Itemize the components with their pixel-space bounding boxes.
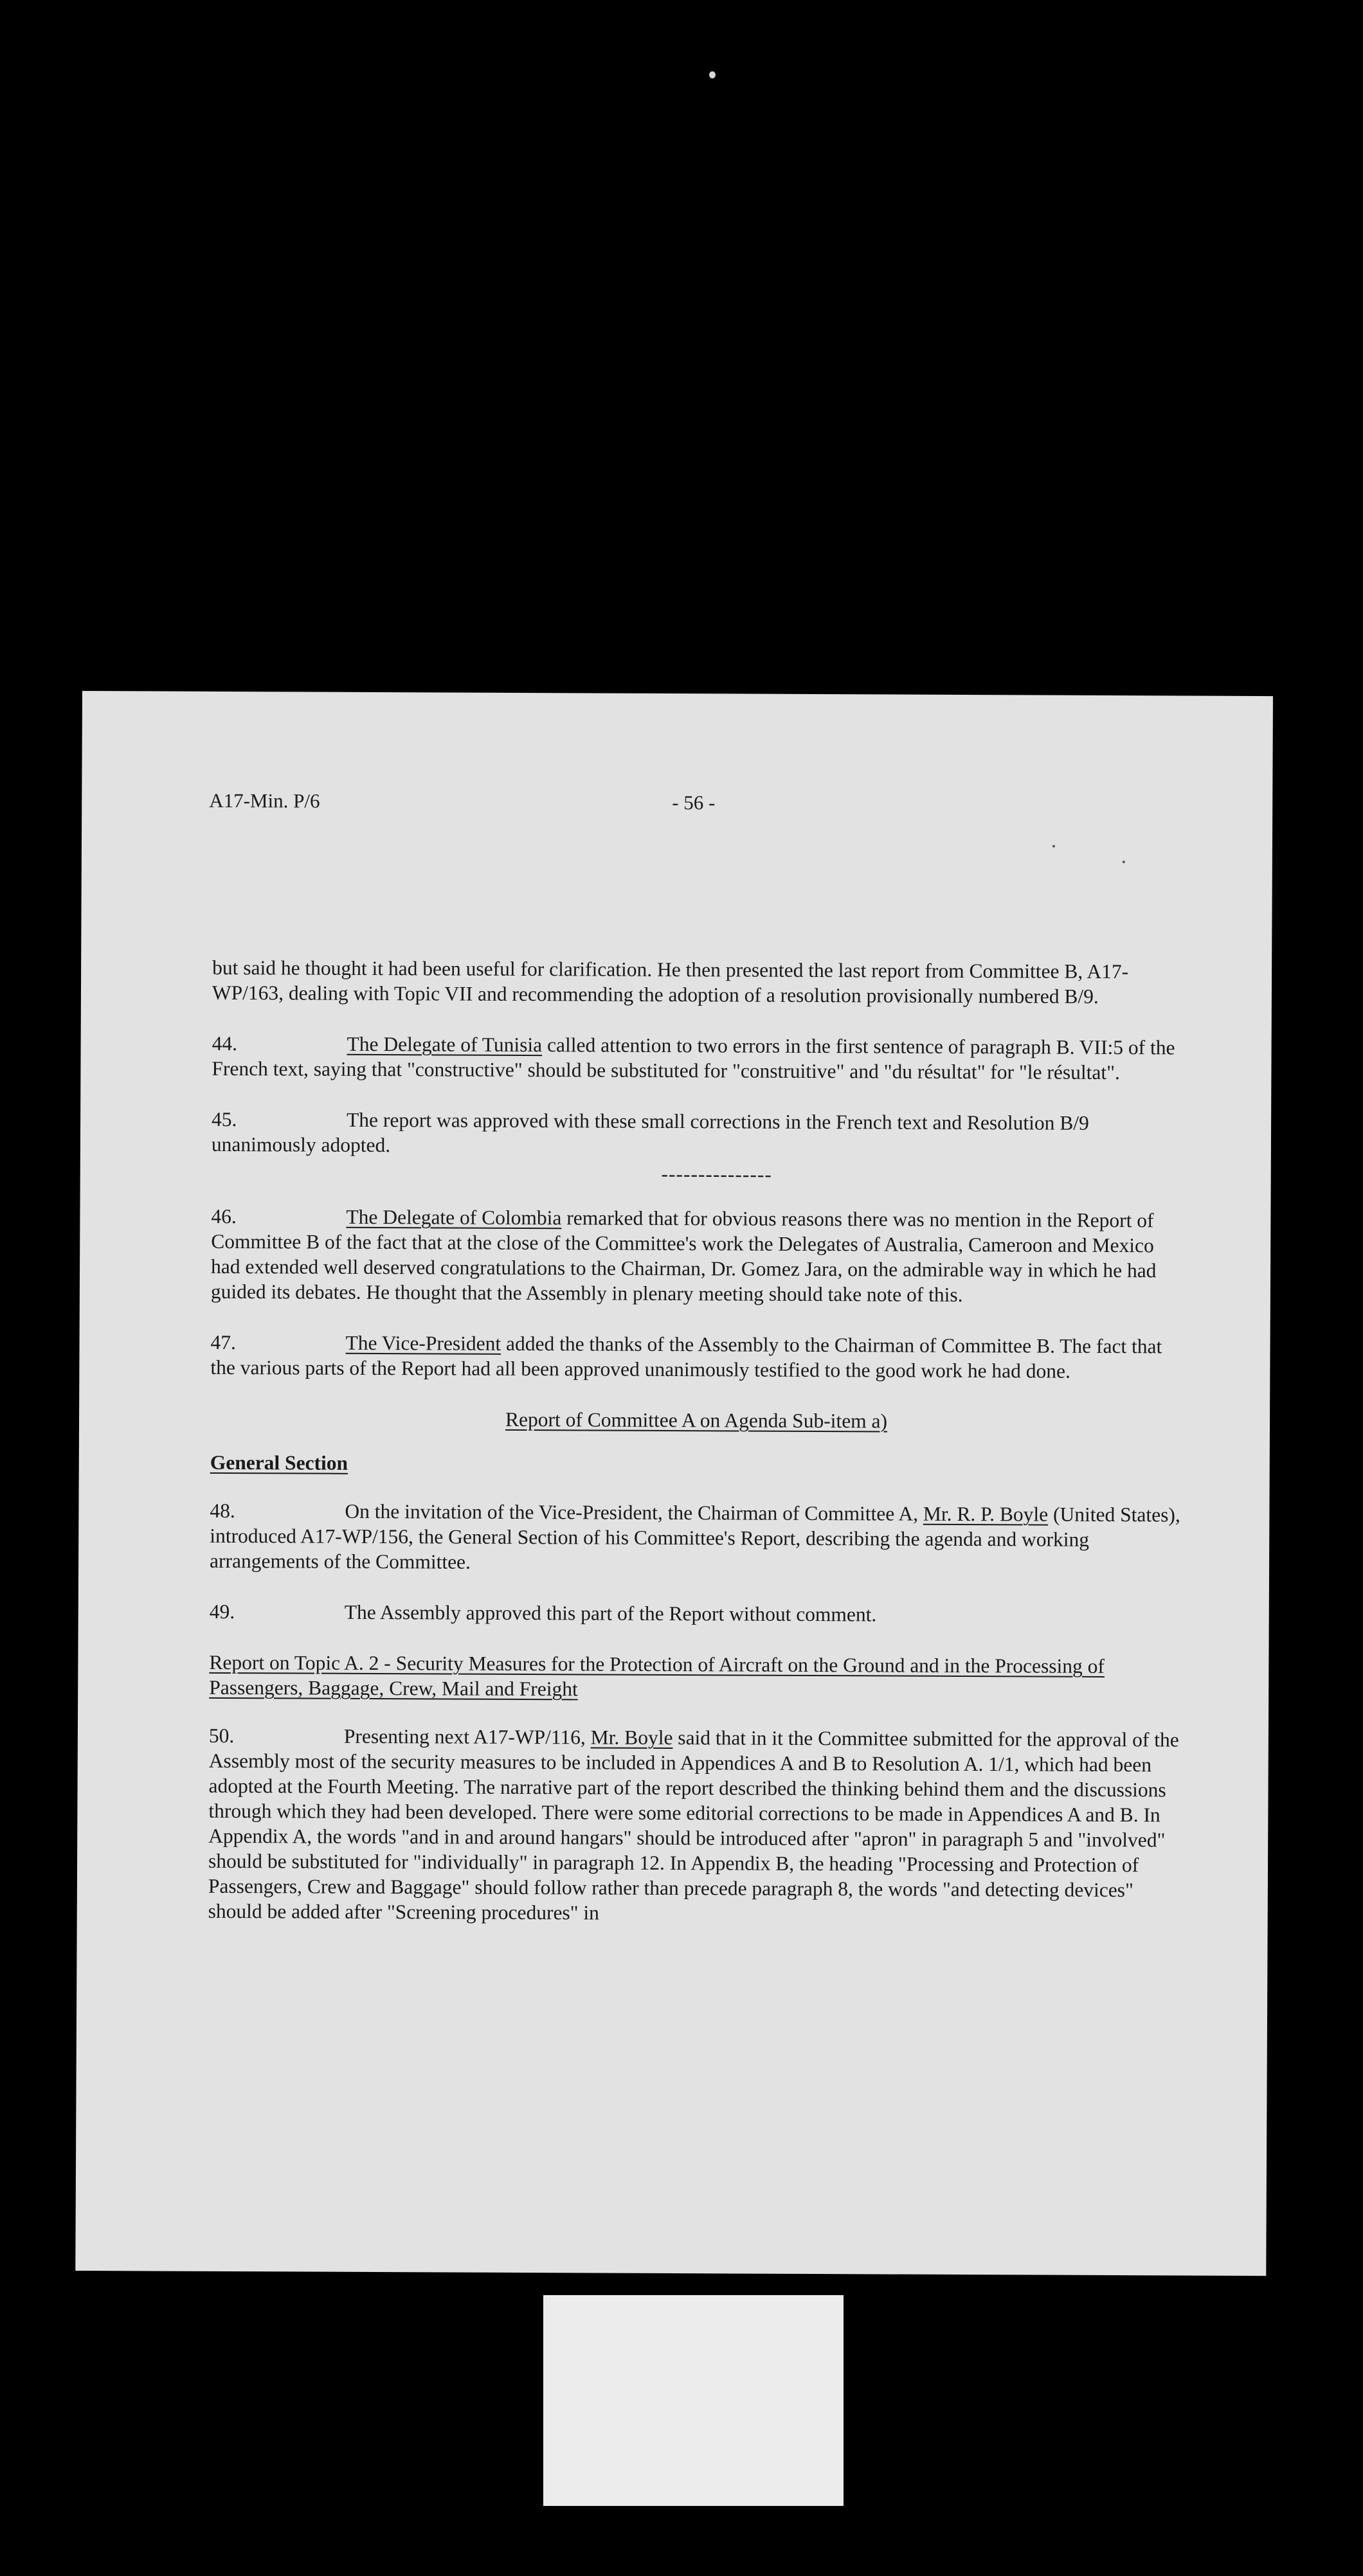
- speaker-name: The Vice-President: [345, 1331, 501, 1355]
- document-body: [208, 955, 1184, 1954]
- paragraph-number: 48.: [210, 1499, 235, 1523]
- blank-card: [543, 2295, 844, 2506]
- paragraph-text: added the thanks of the Assembly to the Chairman of Committee B. The fact that the various parts of the Report had all been approved unanimously testified to the good work he had done.: [210, 1332, 1162, 1382]
- paragraph-text: said that in it the Committee submitted for the approval of the Assembly most of the security measures to be included in Appendices A and B to Resolution A. 1/1, which had been adopted at the Fourth Meeting. The narrative part of the report described the thinking behind them and the discussions through which they had been developed. There were some editorial corrections to be made in Appendices A and B. In Appendix A, the words "and in and around hangars" should be introduced after "apron" in paragraph 5 and "involved" should be substituted for "individually" in paragraph 12. In Appendix B, the heading "Processing and Protection of Passengers, Crew and Baggage" should follow rather than precede paragraph 8, the words "and detecting devices" should be added after "Screening procedures" in: [208, 1726, 1179, 1924]
- paragraph-text: Presenting next A17-WP/116,: [343, 1724, 591, 1749]
- paragraph-46: [211, 1204, 1184, 1309]
- paragraph-number: 49.: [209, 1600, 235, 1623]
- paragraph-text: called attention to two errors in the first sentence of paragraph B. VII:5 of the French text, saying that "constructive" should be substituted for "construitive" and "du résultat" for "le résultat".: [212, 1033, 1175, 1084]
- page-speck: [1123, 861, 1125, 863]
- paragraph-number: 45.: [212, 1107, 237, 1131]
- speaker-name: Mr. Boyle: [590, 1726, 673, 1749]
- paragraph-intro: but said he thought it had been useful for clarification. He then presented the last report from Committee B, A17-WP/163, dealing with Topic VII and recommending the adoption of a resolution provisionally numbered B/9.: [212, 956, 1129, 1008]
- paragraph-number: 47.: [210, 1330, 237, 1354]
- document-reference: A17-Min. P/6: [209, 789, 320, 812]
- paragraph-text: The report was approved with these small corrections in the French text and Resolution B/9 unanimously adopted.: [211, 1108, 1089, 1157]
- paragraph-text: On the invitation of the Vice-President, the Chairman of Committee A,: [345, 1499, 923, 1525]
- subsection-heading: [210, 1450, 1182, 1480]
- heading-text: General Section: [210, 1451, 348, 1474]
- speaker-name: Mr. R. P. Boyle: [923, 1502, 1049, 1526]
- paragraph-47: [210, 1330, 1182, 1384]
- separator-line: ---------------: [661, 1162, 772, 1186]
- paragraph-49: [210, 1599, 1182, 1629]
- document-page: [75, 691, 1273, 2276]
- paragraph-48: [210, 1498, 1182, 1578]
- page-number: - 56 -: [672, 791, 716, 814]
- speaker-name: The Delegate of Colombia: [346, 1205, 562, 1230]
- speaker-name: The Delegate of Tunisia: [347, 1032, 543, 1057]
- paragraph-number: 46.: [211, 1204, 237, 1228]
- paragraph-text: remarked that for obvious reasons there was no mention in the Report of Committee B of the fact that at the close of the Committee's work the Delegates of Australia, Cameroon and Mexico had extended well deserved congratulations to the Chairman, Dr. Gomez Jara, on the admirable way in which he had guided its debates. He thought that the Assembly in plenary meeting should take note of this.: [210, 1206, 1157, 1306]
- paragraph-number: 44.: [212, 1032, 238, 1055]
- paragraph-text: (United States), introduced A17-WP/156, the General Section of his Committee's Report, describing the agenda and working arrangements of the Committee.: [210, 1503, 1180, 1573]
- paragraph-45: [212, 1107, 1184, 1161]
- paragraph-44: [212, 1031, 1184, 1086]
- heading-text: Report on Topic A. 2 - Security Measures for the Protection of Aircraft on the Ground and in the Processing of Passengers, Baggage, Crew, Mail and Freight: [209, 1650, 1105, 1701]
- topic-heading: [209, 1650, 1181, 1704]
- paragraph-number: 50.: [208, 1724, 235, 1748]
- heading-text: Report of Committee A on Agenda Sub-item a): [505, 1408, 888, 1433]
- dust-speck: [709, 71, 716, 78]
- page-speck: [1052, 845, 1055, 848]
- paragraph-50: [208, 1723, 1181, 1928]
- paragraph-text: The Assembly approved this part of the Report without comment.: [344, 1600, 877, 1626]
- section-heading: [210, 1406, 1182, 1435]
